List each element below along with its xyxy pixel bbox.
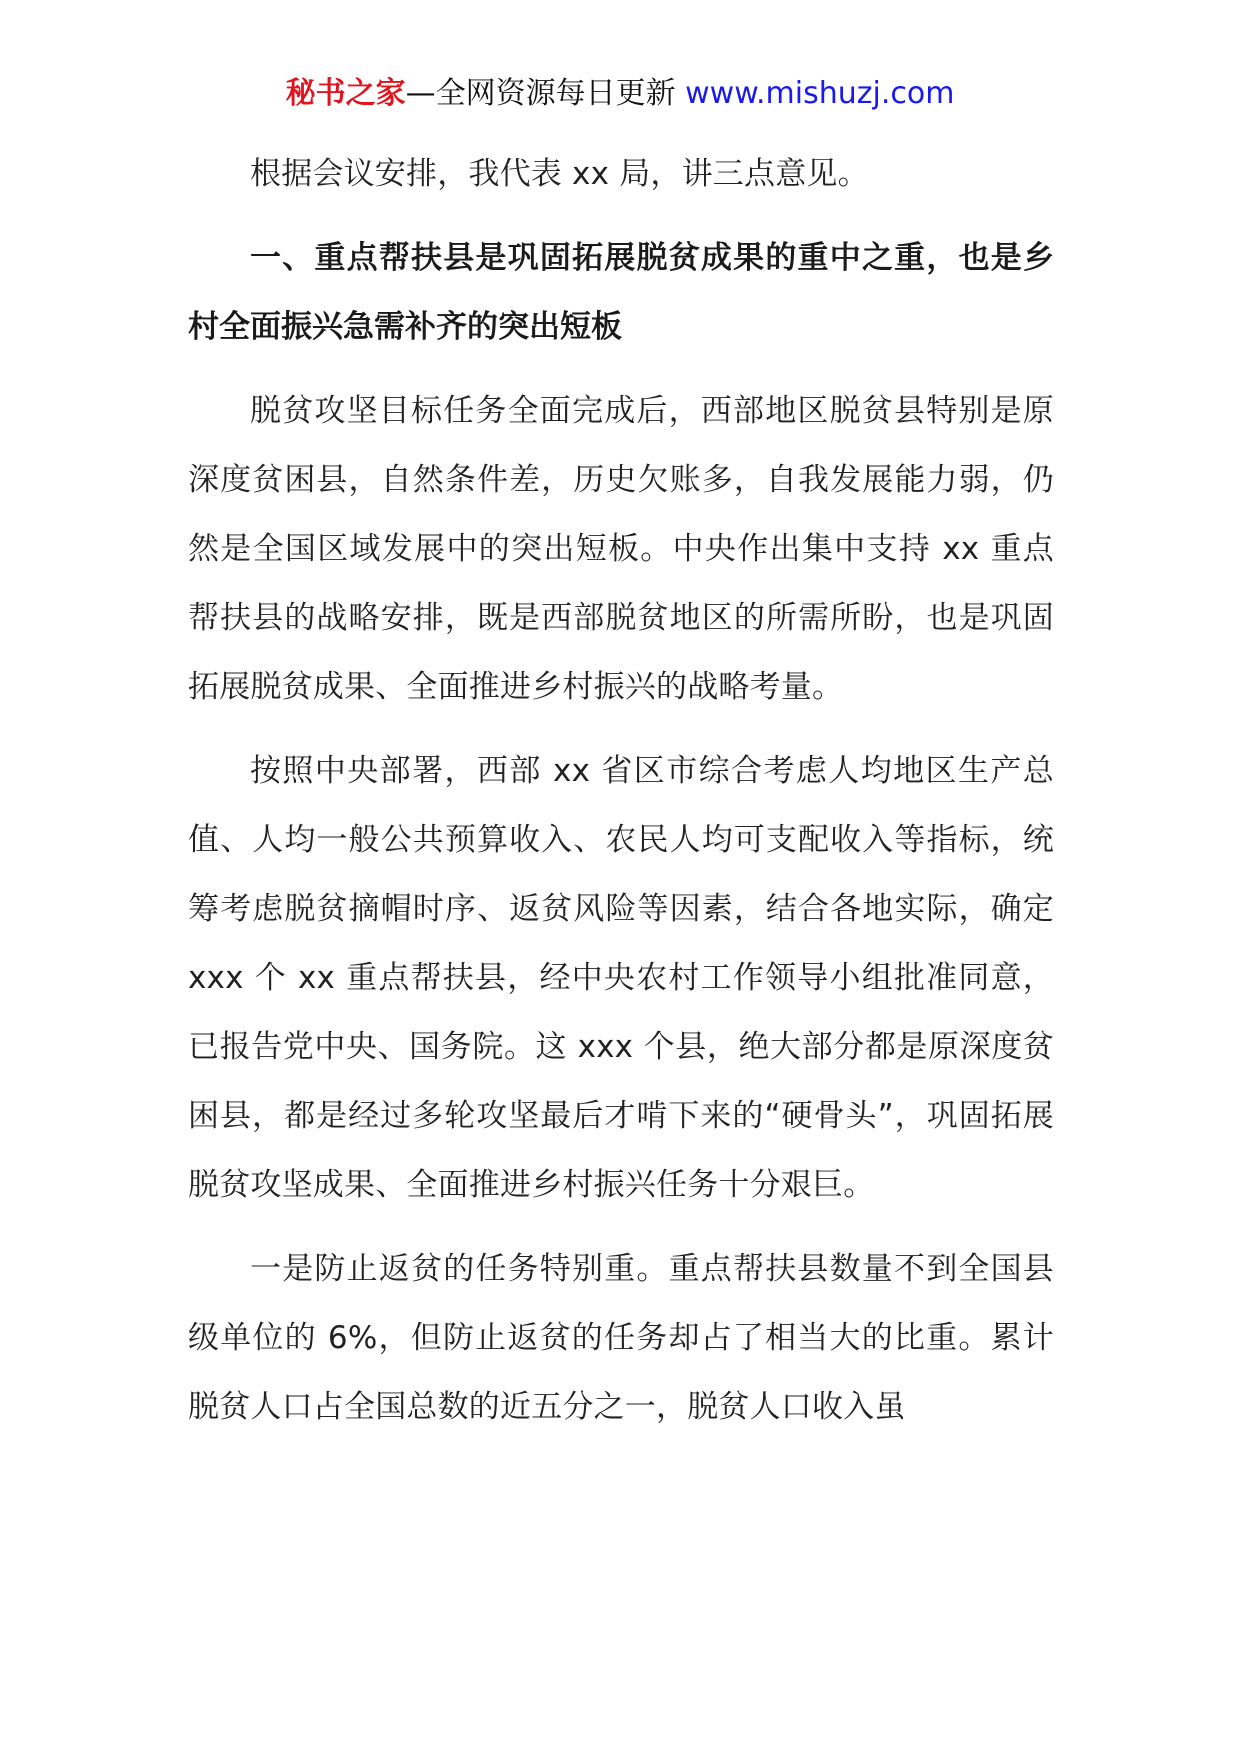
site-url-link[interactable]: www.mishuzj.com xyxy=(685,76,955,111)
banner-slogan: —全网资源每日更新 xyxy=(405,76,686,111)
site-banner xyxy=(0,70,1240,118)
document-body xyxy=(188,140,1054,1442)
brand-name: 秘书之家 xyxy=(285,76,406,111)
body-paragraph-2: 按照中央部署，西部 xx 省区市综合考虑人均地区生产总值、人均一般公共预算收入、农民人均可支配收入等指标，统筹考虑脱贫摘帽时序、返贫风险等因素，结合各地实际，确定 xxx 个 xx 重点帮扶县，经中央农村工作领导小组批准同意，已报告党中央、国务院。这 xxx 个县，绝大部分都是原深度贫困县，都是经过多轮攻坚最后才啃下来的“硬骨头”，巩固拓展脱贫攻坚成果、全面推进乡村振兴任务十分艰巨。 xyxy=(188,753,1054,1203)
body-paragraph-3: 一是防止返贫的任务特别重。重点帮扶县数量不到全国县级单位的 6%，但防止返贫的任务却占了相当大的比重。累计脱贫人口占全国总数的近五分之一，脱贫人口收入虽 xyxy=(188,1251,1054,1425)
intro-paragraph: 根据会议安排，我代表 xx 局，讲三点意见。 xyxy=(250,156,869,192)
section-heading-1: 一、重点帮扶县是巩固拓展脱贫成果的重中之重，也是乡村全面振兴急需补齐的突出短板 xyxy=(188,240,1054,345)
body-paragraph-1: 脱贫攻坚目标任务全面完成后，西部地区脱贫县特别是原深度贫困县，自然条件差，历史欠账多，自我发展能力弱，仍然是全国区域发展中的突出短板。中央作出集中支持 xx 重点帮扶县的战略安排，既是西部脱贫地区的所需所盼，也是巩固拓展脱贫成果、全面推进乡村振兴的战略考量。 xyxy=(188,393,1054,705)
